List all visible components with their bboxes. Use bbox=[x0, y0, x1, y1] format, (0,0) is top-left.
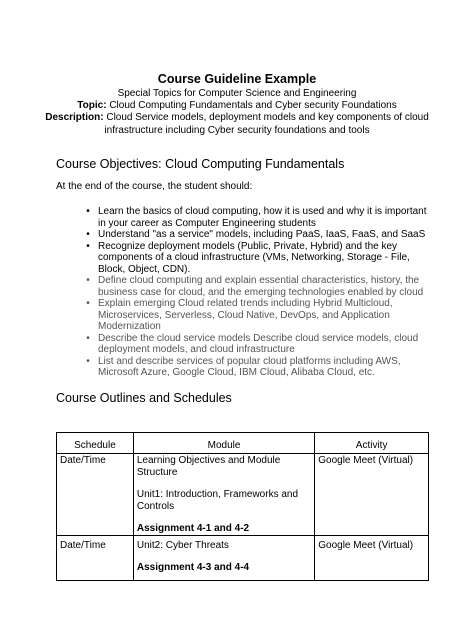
module-line: Unit2: Cyber Threats bbox=[136, 539, 229, 551]
assignment-text: Assignment 4-1 and 4-2 bbox=[136, 523, 250, 534]
document-title: Course Guideline Example bbox=[157, 72, 317, 86]
module-line: Learning Objectives and Module Structure bbox=[136, 455, 281, 478]
objectives-list bbox=[86, 206, 428, 379]
table-row bbox=[57, 454, 429, 536]
topic-text: Cloud Computing Fundamentals and Cyber security Foundations bbox=[109, 100, 397, 111]
topic-line bbox=[30, 100, 444, 113]
bullet-icon: • bbox=[86, 332, 90, 344]
bullet-icon: • bbox=[86, 206, 90, 217]
header-module: Module bbox=[133, 433, 314, 454]
bullet-icon: • bbox=[86, 229, 90, 240]
objective-text: Understand "as a service" models, including PaaS, IaaS, FaaS, and SaaS bbox=[98, 229, 426, 240]
activity-cell: Google Meet (Virtual) bbox=[315, 535, 429, 580]
list-item bbox=[86, 355, 428, 379]
document-subtitle: Special Topics for Computer Science and Engineering bbox=[117, 88, 357, 99]
list-item bbox=[86, 229, 428, 241]
table-row bbox=[57, 535, 429, 580]
schedule-cell: Date/Time bbox=[57, 454, 134, 536]
header-activity: Activity bbox=[315, 433, 429, 454]
objectives-intro: At the end of the course, the student should: bbox=[56, 181, 253, 192]
list-item bbox=[86, 298, 428, 333]
list-item bbox=[86, 240, 428, 276]
objective-text: Recognize deployment models (Public, Private, Hybrid) and the key components of a cloud infrastructure (VMs, Networking, Storage - File, Block, Object, CDN). bbox=[98, 240, 410, 275]
module-cell bbox=[133, 535, 314, 580]
schedule-cell: Date/Time bbox=[57, 535, 134, 580]
module-line: Unit1: Introduction, Frameworks and Controls bbox=[136, 489, 299, 512]
table-header-row bbox=[57, 433, 429, 454]
list-item bbox=[86, 275, 428, 298]
list-item bbox=[86, 206, 428, 229]
objective-text: Describe the cloud service models Describe cloud service models, cloud deployment models, and cloud infrastructure bbox=[98, 332, 419, 355]
description-line bbox=[30, 112, 444, 137]
objective-text: Define cloud computing and explain essential characteristics, history, the business case for cloud, and the emerging technologies enabled by cloud bbox=[98, 275, 424, 298]
objectives-heading: Course Objectives: Cloud Computing Fundamentals bbox=[56, 157, 345, 171]
objective-text: List and describe services of popular cloud platforms including AWS, Microsoft Azure, Google Cloud, IBM Cloud, Alibaba Cloud, etc. bbox=[98, 355, 401, 378]
list-item bbox=[86, 332, 428, 356]
schedule-table bbox=[56, 432, 429, 581]
bullet-icon: • bbox=[86, 298, 90, 309]
activity-cell: Google Meet (Virtual) bbox=[315, 454, 429, 536]
objective-text: Learn the basics of cloud computing, how it is used and why it is important in your career as Computer Engineering students bbox=[98, 206, 427, 229]
assignment-text: Assignment 4-3 and 4-4 bbox=[136, 562, 250, 573]
objective-text: Explain emerging Cloud related trends including Hybrid Multicloud, Microservices, Serverless, Cloud Native, DevOps, and Application Modernization bbox=[98, 298, 393, 332]
header-schedule: Schedule bbox=[57, 433, 134, 454]
bullet-icon: • bbox=[86, 275, 90, 286]
bullet-icon: • bbox=[86, 240, 90, 252]
outlines-heading: Course Outlines and Schedules bbox=[56, 391, 232, 405]
topic-label: Topic: bbox=[77, 100, 107, 111]
description-label: Description: bbox=[45, 112, 104, 123]
bullet-icon: • bbox=[86, 355, 90, 367]
description-text: Cloud Service models, deployment models and key components of cloud infrastructure including Cyber security foundations and tools bbox=[104, 112, 429, 136]
module-cell bbox=[133, 454, 314, 536]
